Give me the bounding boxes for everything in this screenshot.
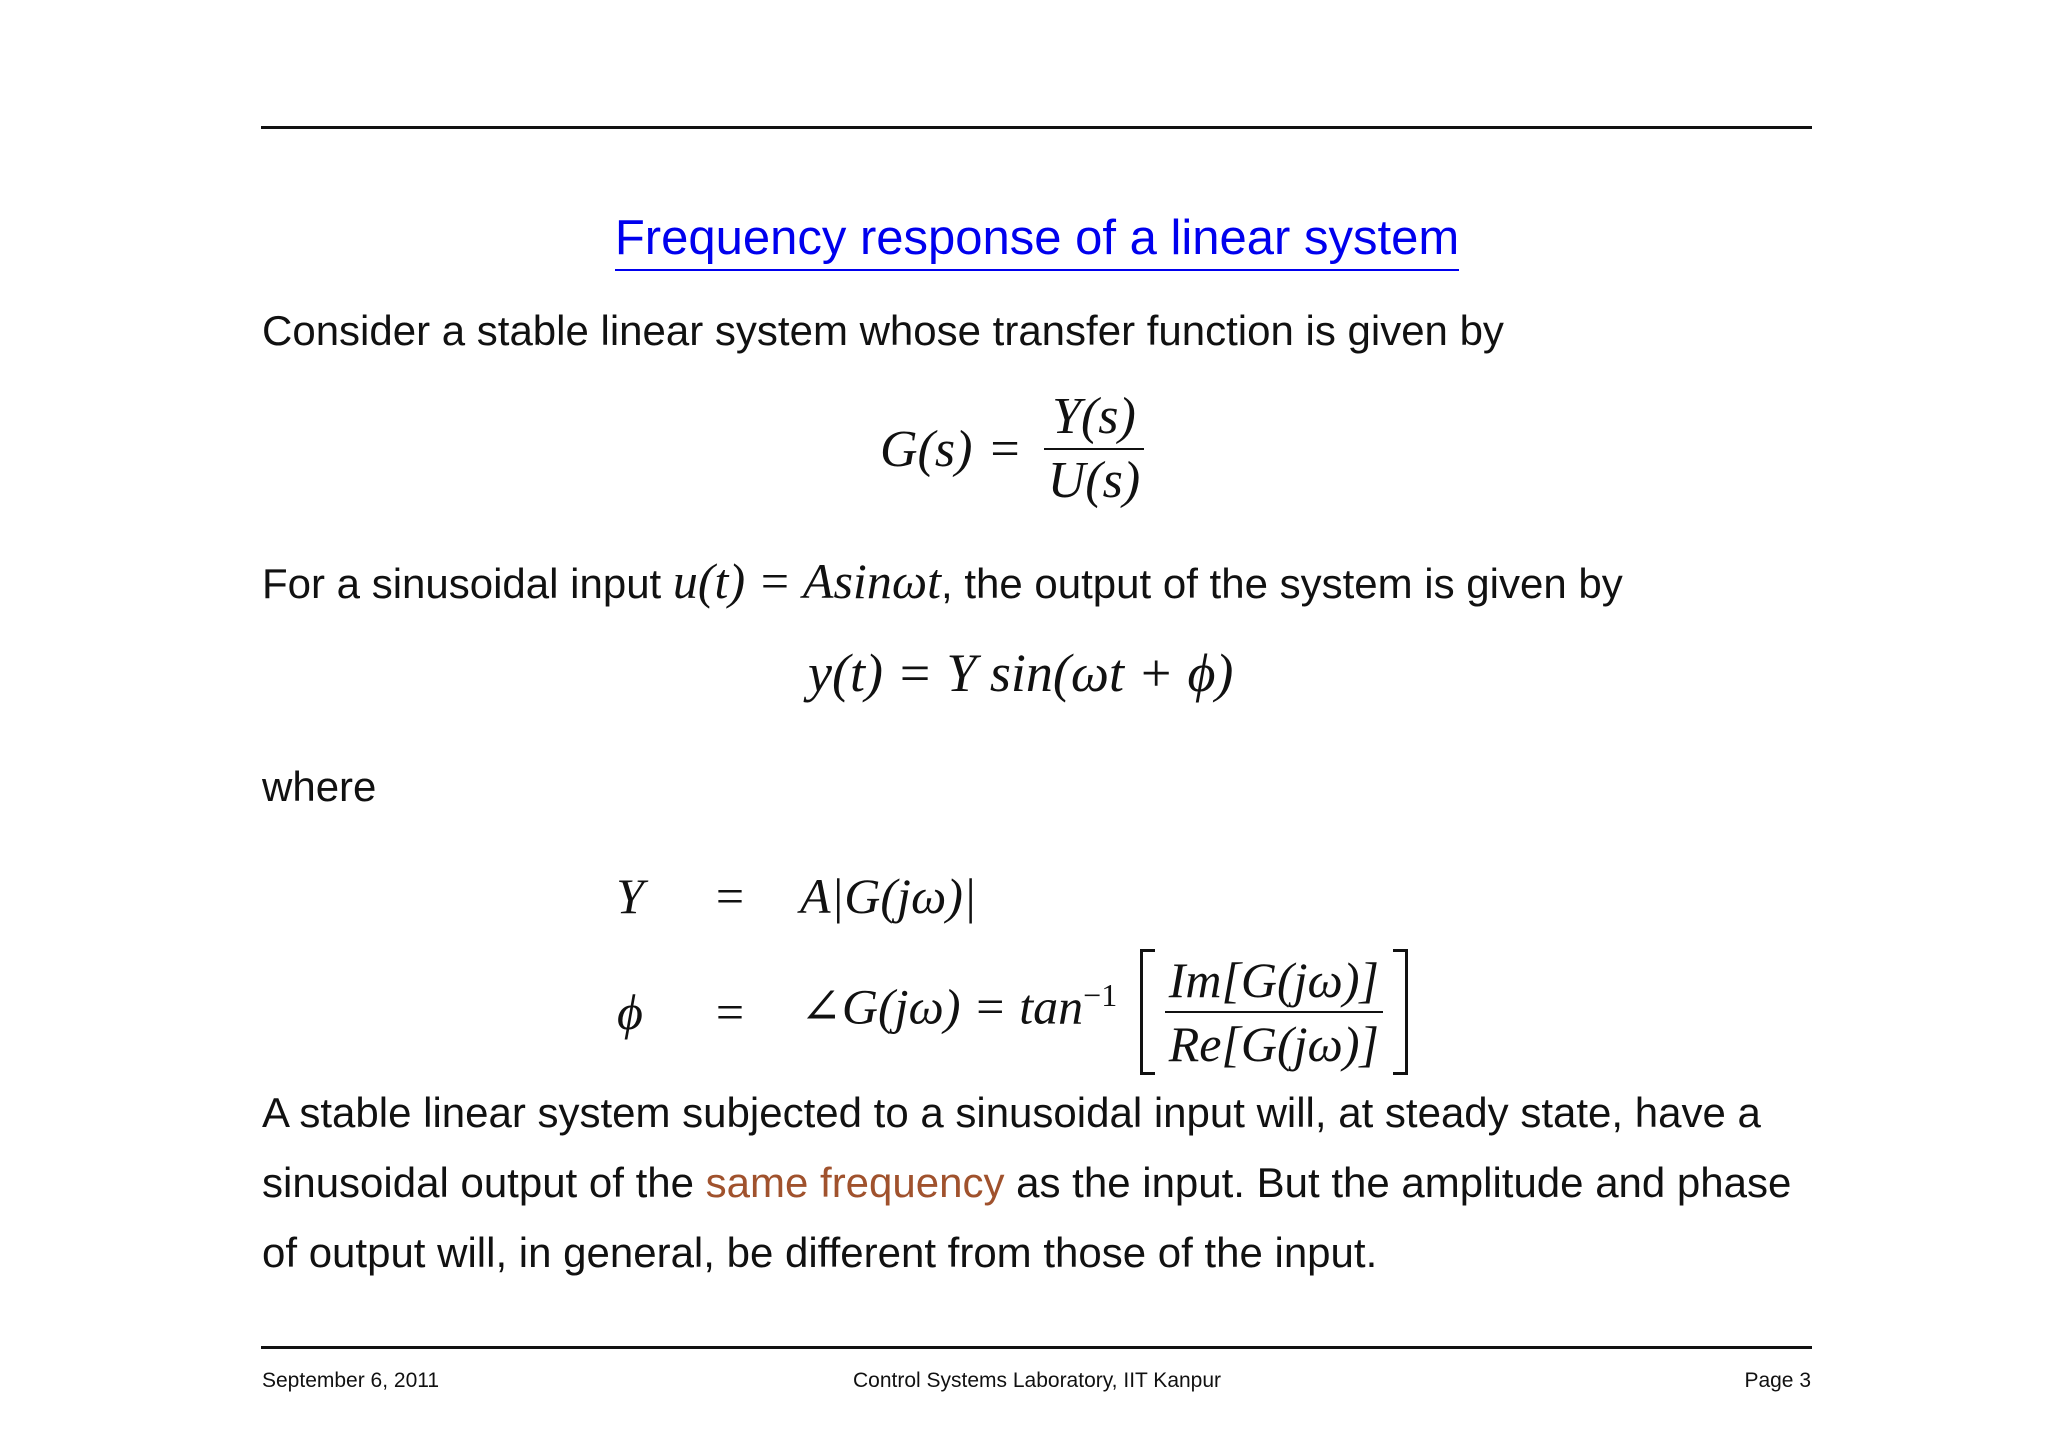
- equals-sign: =: [715, 868, 745, 924]
- transfer-function-equation: [880, 386, 1150, 512]
- intro-paragraph: Consider a stable linear system whose transfer function is given by: [262, 307, 1504, 354]
- input-equation: u(t) = Asinωt: [672, 553, 942, 609]
- equals-sign: =: [715, 984, 745, 1040]
- output-equation: [808, 642, 1233, 704]
- phase-bracket: [1140, 949, 1408, 1075]
- footer-date: September 6, 2011: [262, 1369, 440, 1392]
- conclusion-line-1: A stable linear system subjected to a sinusoidal input will, at steady state, have a: [262, 1089, 1761, 1136]
- footer-rule: [261, 1346, 1812, 1349]
- phase-denominator: Re[G(jω)]: [1168, 1016, 1379, 1072]
- transfer-fraction: [1044, 386, 1144, 512]
- where-label: where: [262, 763, 377, 810]
- transfer-denominator: U(s): [1047, 452, 1141, 509]
- transfer-numerator: Y(s): [1052, 388, 1136, 445]
- phase-row: [600, 942, 1408, 1082]
- slide-title: [0, 206, 2048, 270]
- left-bracket: [1140, 949, 1155, 1075]
- amplitude-phase-equations: [600, 850, 1408, 1082]
- amplitude-row: [600, 850, 1408, 942]
- output-equation-text: y(t) = Y sin(ωt + ϕ): [808, 643, 1234, 703]
- input-paragraph: [262, 546, 1623, 619]
- header-rule: [261, 126, 1812, 129]
- right-bracket: [1393, 949, 1408, 1075]
- transfer-lhs: G(s): [880, 420, 973, 478]
- phase-numerator: Im[G(jω)]: [1168, 952, 1379, 1008]
- phase-fraction: [1165, 949, 1383, 1075]
- phase-rhs: [800, 942, 1408, 1082]
- phase-lhs: ϕ: [617, 984, 643, 1040]
- conclusion-line-2-start: sinusoidal output of the: [262, 1159, 706, 1206]
- input-suffix: , the output of the system is given by: [941, 560, 1623, 607]
- phase-angle-expression: ∠G(jω) = tan: [800, 978, 1084, 1035]
- footer-organization: Control Systems Laboratory, IIT Kanpur: [852, 1369, 1222, 1392]
- amplitude-lhs: Y: [616, 868, 644, 924]
- input-prefix: For a sinusoidal input: [262, 560, 673, 607]
- amplitude-rhs: A|G(jω)|: [800, 868, 977, 924]
- conclusion-line-3: of output will, in general, be different from those of the input.: [262, 1229, 1378, 1276]
- equals-sign: =: [990, 420, 1020, 478]
- conclusion-line-2: [262, 1148, 1791, 1218]
- slide-title-text: Frequency response of a linear system: [615, 211, 1459, 271]
- phase-exponent: −1: [1083, 976, 1118, 1013]
- same-frequency-highlight: same frequency: [705, 1159, 1005, 1206]
- footer-page-number: Page 3: [1744, 1369, 1811, 1392]
- conclusion-line-2-end: as the input. But the amplitude and phase: [1004, 1159, 1792, 1206]
